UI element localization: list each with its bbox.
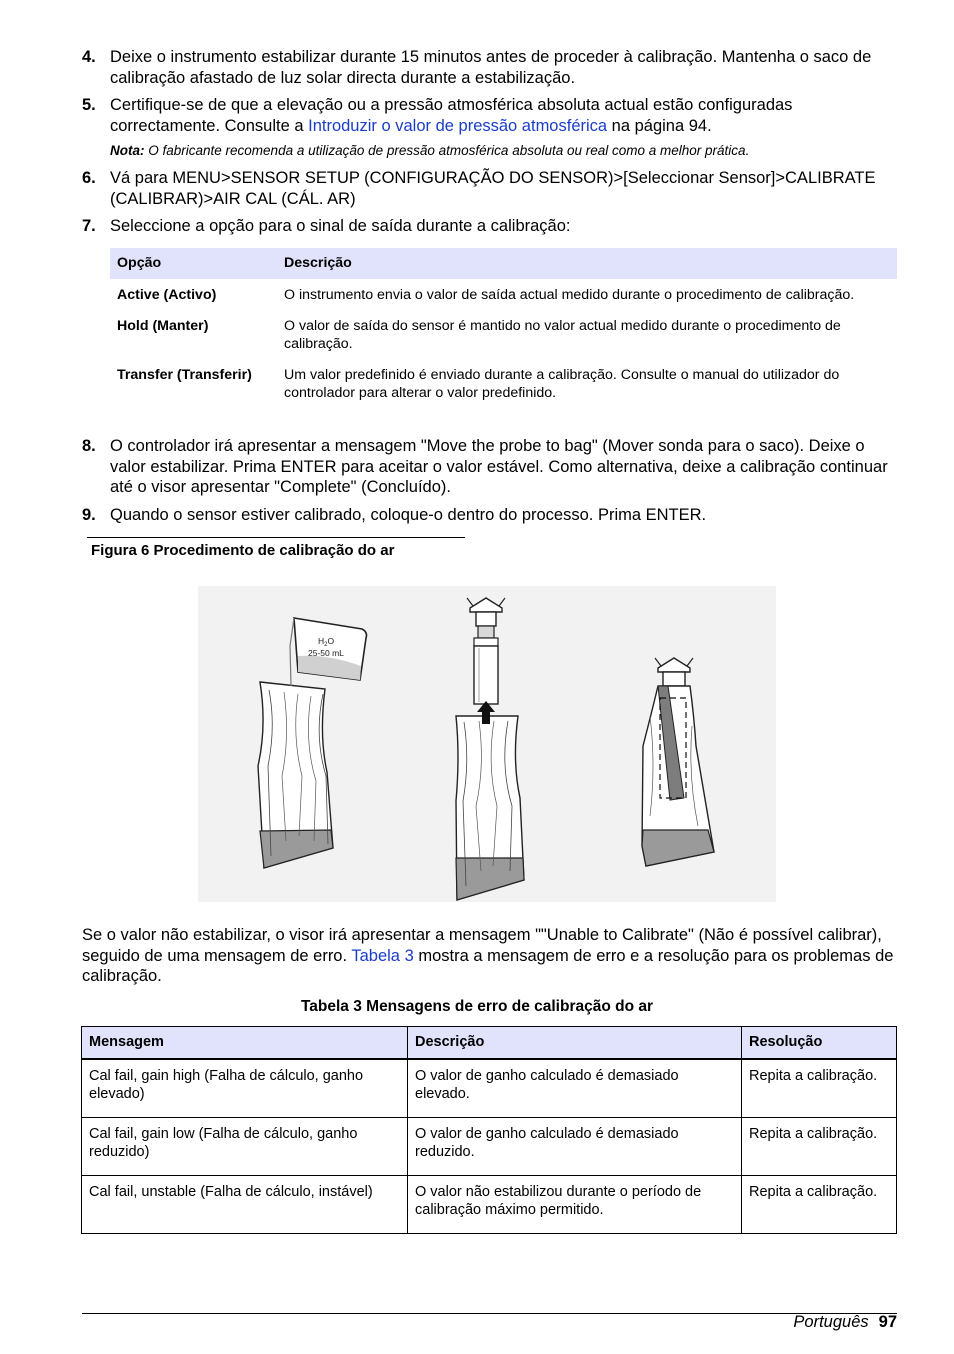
figure-caption: Figura 6 Procedimento de calibração do ar [91,542,395,559]
table-row [82,1059,897,1118]
page-footer [793,1312,897,1332]
step-6 [82,168,897,209]
cup-formula: $H_2O$ [318,636,335,648]
figure-rule [87,537,465,538]
table-row [110,279,897,310]
step-number: 6. [82,169,96,187]
option-name: Transfer (Transferir) [117,367,252,383]
step-7 [82,216,897,237]
option-name: Hold (Manter) [117,318,209,334]
paragraph-text-post: mostra a mensagem de erro e a resolução para os problemas de calibração. [82,946,894,985]
error-message: Cal fail, gain high (Falha de cálculo, ganho elevado) [82,1059,408,1118]
table-row [110,310,897,359]
step-9 [82,505,897,526]
page-number: 97 [878,1313,897,1331]
calibration-figure [198,586,776,902]
error-paragraph [82,925,897,987]
error-header-resolution: Resolução [742,1027,897,1060]
option-description: O valor de saída do sensor é mantido no valor actual medido durante o procedimento de calibração. [284,318,841,352]
step-8 [82,436,897,498]
error-description: O valor de ganho calculado é demasiado reduzido. [408,1118,742,1176]
option-name: Active (Activo) [117,287,217,303]
cup-volume: 25-50 mL [308,648,344,658]
error-resolution: Repita a calibração. [742,1118,897,1176]
step-5 [82,95,897,136]
table-caption: Tabela 3 Mensagens de erro de calibração do ar [300,998,654,1015]
error-description: O valor de ganho calculado é demasiado elevado. [408,1059,742,1118]
step-number: 8. [82,437,96,455]
options-header-description: Descrição [277,248,897,279]
step-number: 9. [82,506,96,524]
step-text: Seleccione a opção para o sinal de saída durante a calibração: [110,217,571,235]
error-header-message: Mensagem [82,1027,408,1060]
step-number: 5. [82,96,96,114]
table-row [82,1176,897,1234]
error-header-row [82,1027,897,1060]
step-text: O controlador irá apresentar a mensagem "Move the probe to bag" (Mover sonda para o saco). Deixe o valor estabilizar. Prima ENTER para aceitar o valor estável. Como alternativa, deixe a calibração continuar até o visor apresentar "Complete" (Concluído). [110,437,888,496]
options-header-option: Opção [110,248,277,279]
error-table [81,1026,897,1234]
error-resolution: Repita a calibração. [742,1176,897,1234]
step-number: 7. [82,217,96,235]
error-resolution: Repita a calibração. [742,1059,897,1118]
error-header-description: Descrição [408,1027,742,1060]
option-description: O instrumento envia o valor de saída actual medido durante o procedimento de calibração. [284,287,855,303]
error-message: Cal fail, gain low (Falha de cálculo, ganho reduzido) [82,1118,408,1176]
step-text-pre: Certifique-se de que a elevação ou a pressão atmosférica absoluta actual estão configuradas correctamente. Consulte a [110,96,793,135]
step-text: Vá para MENU>SENSOR SETUP (CONFIGURAÇÃO DO SENSOR)>[Seleccionar Sensor]>CALIBRATE (CALIBRAR)>AIR CAL (CÁL. AR) [110,169,876,208]
table-row [82,1118,897,1176]
note-text: O fabricante recomenda a utilização de pressão atmosférica absoluta ou real como a melhor prática. [144,143,750,158]
step-text: Deixe o instrumento estabilizar durante 15 minutos antes de proceder à calibração. Mantenha o saco de calibração afastado de luz solar directa durante a estabilização. [110,48,872,87]
table-row [110,359,897,408]
option-description: Um valor predefinido é enviado durante a calibração. Consulte o manual do utilizador do controlador para alterar o valor predefinido. [284,367,840,401]
footer-language: Português [793,1313,869,1331]
step-text [110,95,897,136]
footer-rule [82,1313,897,1314]
paragraph-text-pre: Se o valor não estabilizar, o visor irá apresentar a mensagem ""Unable to Calibrate" (Não é possível calibrar), seguido de uma mensagem de erro. [82,926,882,965]
table-3-link[interactable]: Tabela 3 [351,946,414,965]
pressure-link[interactable]: Introduzir o valor de pressão atmosférica [308,116,608,135]
step-4 [82,47,897,88]
options-header-row [110,248,897,279]
step-text-post: na página 94. [607,116,712,135]
note [110,143,749,158]
note-label: Nota: [110,143,145,158]
options-table [110,248,897,408]
error-description: O valor não estabilizou durante o período de calibração máximo permitido. [408,1176,742,1234]
error-message: Cal fail, unstable (Falha de cálculo, instável) [82,1176,408,1234]
step-number: 4. [82,48,96,66]
calibration-bag-2 [456,716,524,900]
calibration-bag-1 [258,682,333,868]
step-text: Quando o sensor estiver calibrado, coloque-o dentro do processo. Prima ENTER. [110,506,707,524]
